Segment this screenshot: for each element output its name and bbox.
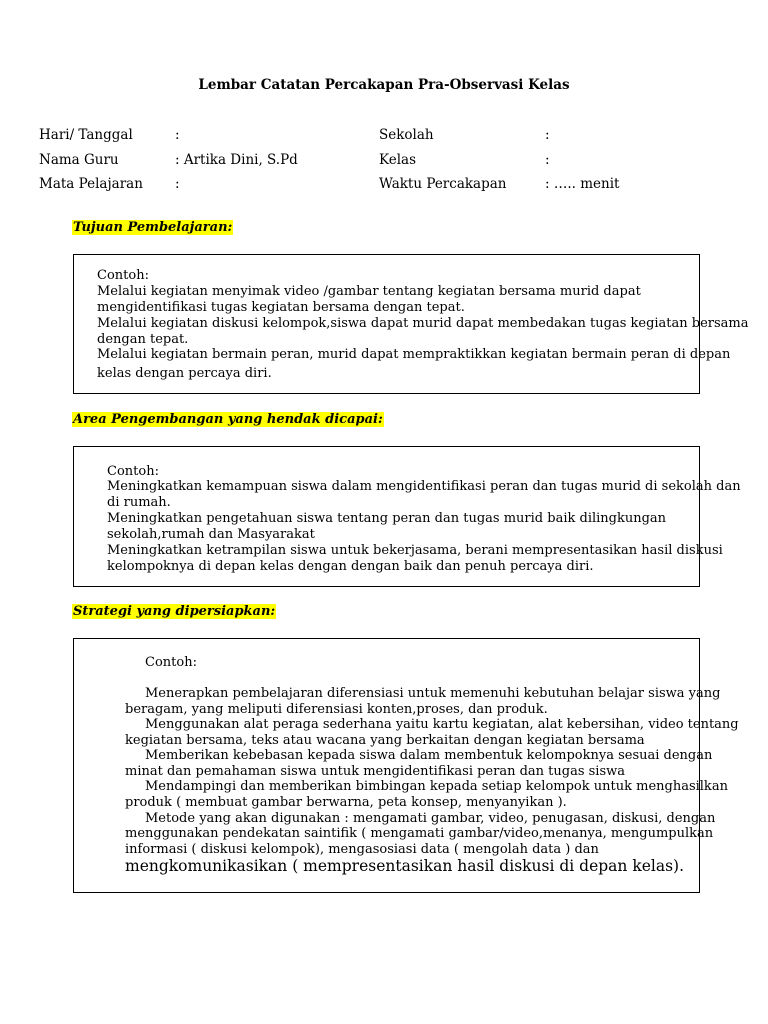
hari-tanggal-label: Hari/ Tanggal bbox=[39, 127, 133, 143]
area-box bbox=[73, 446, 741, 587]
strategi-line: Mendampingi dan memberikan bimbingan kepada setiap kelompok untuk menghasilkan bbox=[145, 779, 728, 794]
sekolah-label: Sekolah bbox=[379, 127, 434, 143]
area-line: Contoh: bbox=[107, 464, 159, 479]
area-line: Meningkatkan ketrampilan siswa untuk bekerjasama, berani mempresentasikan hasil diskusi bbox=[107, 543, 723, 558]
tujuan-heading-text: Tujuan Pembelajaran: bbox=[73, 220, 233, 235]
strategi-line: minat dan pemahaman siswa untuk mengidentifikasi peran dan tugas siswa bbox=[125, 764, 626, 779]
waktu-percakapan-value: : ….. menit bbox=[545, 176, 620, 192]
strategi-line: Contoh: bbox=[145, 655, 197, 670]
tujuan-line: mengidentifikasi tugas kegiatan bersama dengan tepat. bbox=[97, 300, 465, 315]
tujuan-line: Melalui kegiatan menyimak video /gambar tentang kegiatan bersama murid dapat bbox=[97, 284, 641, 299]
tujuan-line: Melalui kegiatan bermain peran, murid dapat mempraktikkan kegiatan bermain peran di depan bbox=[97, 347, 731, 362]
strategi-line: Memberikan kebebasan kepada siswa dalam membentuk kelompoknya sesuai dengan bbox=[145, 748, 713, 763]
strategi-line: mengkomunikasikan ( mempresentasikan hasil diskusi di depan kelas). bbox=[125, 857, 685, 875]
nama-guru-value: : Artika Dini, S.Pd bbox=[175, 152, 298, 168]
tujuan-line: dengan tepat. bbox=[97, 332, 189, 347]
area-line: sekolah,rumah dan Masyarakat bbox=[107, 527, 315, 542]
area-line: Meningkatkan pengetahuan siswa tentang peran dan tugas murid baik dilingkungan bbox=[107, 511, 667, 526]
tujuan-box bbox=[73, 254, 749, 394]
area-line: Meningkatkan kemampuan siswa dalam mengidentifikasi peran dan tugas murid di sekolah dan bbox=[107, 479, 741, 494]
strategi-heading-text: Strategi yang dipersiapkan: bbox=[73, 604, 276, 619]
area-heading-text: Area Pengembangan yang hendak dicapai: bbox=[73, 412, 383, 427]
section-heading-tujuan bbox=[72, 220, 233, 235]
hari-tanggal-value: : bbox=[175, 127, 180, 143]
kelas-label: Kelas bbox=[379, 152, 417, 168]
strategi-box bbox=[73, 638, 739, 893]
mata-pelajaran-label: Mata Pelajaran bbox=[39, 176, 143, 192]
strategi-line: menggunakan pendekatan saintifik ( mengamati gambar/video,menanya, mengumpulkan bbox=[125, 826, 714, 841]
strategi-line: Metode yang akan digunakan : mengamati gambar, video, penugasan, diskusi, dengan bbox=[145, 811, 716, 826]
section-heading-area bbox=[72, 412, 384, 427]
strategi-line: kegiatan bersama, teks atau wacana yang berkaitan dengan kegiatan bersama bbox=[125, 733, 645, 748]
strategi-line: Menerapkan pembelajaran diferensiasi untuk memenuhi kebutuhan belajar siswa yang bbox=[145, 686, 721, 701]
area-line: kelompoknya di depan kelas dengan dengan baik dan penuh percaya diri. bbox=[107, 559, 594, 574]
tujuan-line: Melalui kegiatan diskusi kelompok,siswa dapat murid dapat membedakan tugas kegiatan bersama bbox=[97, 316, 749, 331]
mata-pelajaran-value: : bbox=[175, 176, 180, 192]
kelas-value: : bbox=[545, 152, 550, 168]
strategi-line: Menggunakan alat peraga sederhana yaitu kartu kegiatan, alat kebersihan, video tentang bbox=[145, 717, 739, 732]
section-heading-strategi bbox=[72, 604, 276, 619]
strategi-line: informasi ( diskusi kelompok), mengasosiasi data ( mengolah data ) dan bbox=[125, 842, 599, 857]
waktu-percakapan-label: Waktu Percakapan bbox=[379, 176, 507, 192]
tujuan-line: kelas dengan percaya diri. bbox=[97, 366, 272, 381]
sekolah-value: : bbox=[545, 127, 550, 143]
nama-guru-label: Nama Guru bbox=[39, 152, 119, 168]
strategi-line: produk ( membuat gambar berwarna, peta konsep, menyanyikan ). bbox=[125, 795, 567, 810]
area-line: di rumah. bbox=[107, 495, 171, 510]
tujuan-line: Contoh: bbox=[97, 268, 149, 283]
strategi-line: beragam, yang meliputi diferensiasi konten,proses, dan produk. bbox=[125, 702, 548, 717]
document-title: Lembar Catatan Percakapan Pra-Observasi Kelas bbox=[198, 77, 570, 93]
